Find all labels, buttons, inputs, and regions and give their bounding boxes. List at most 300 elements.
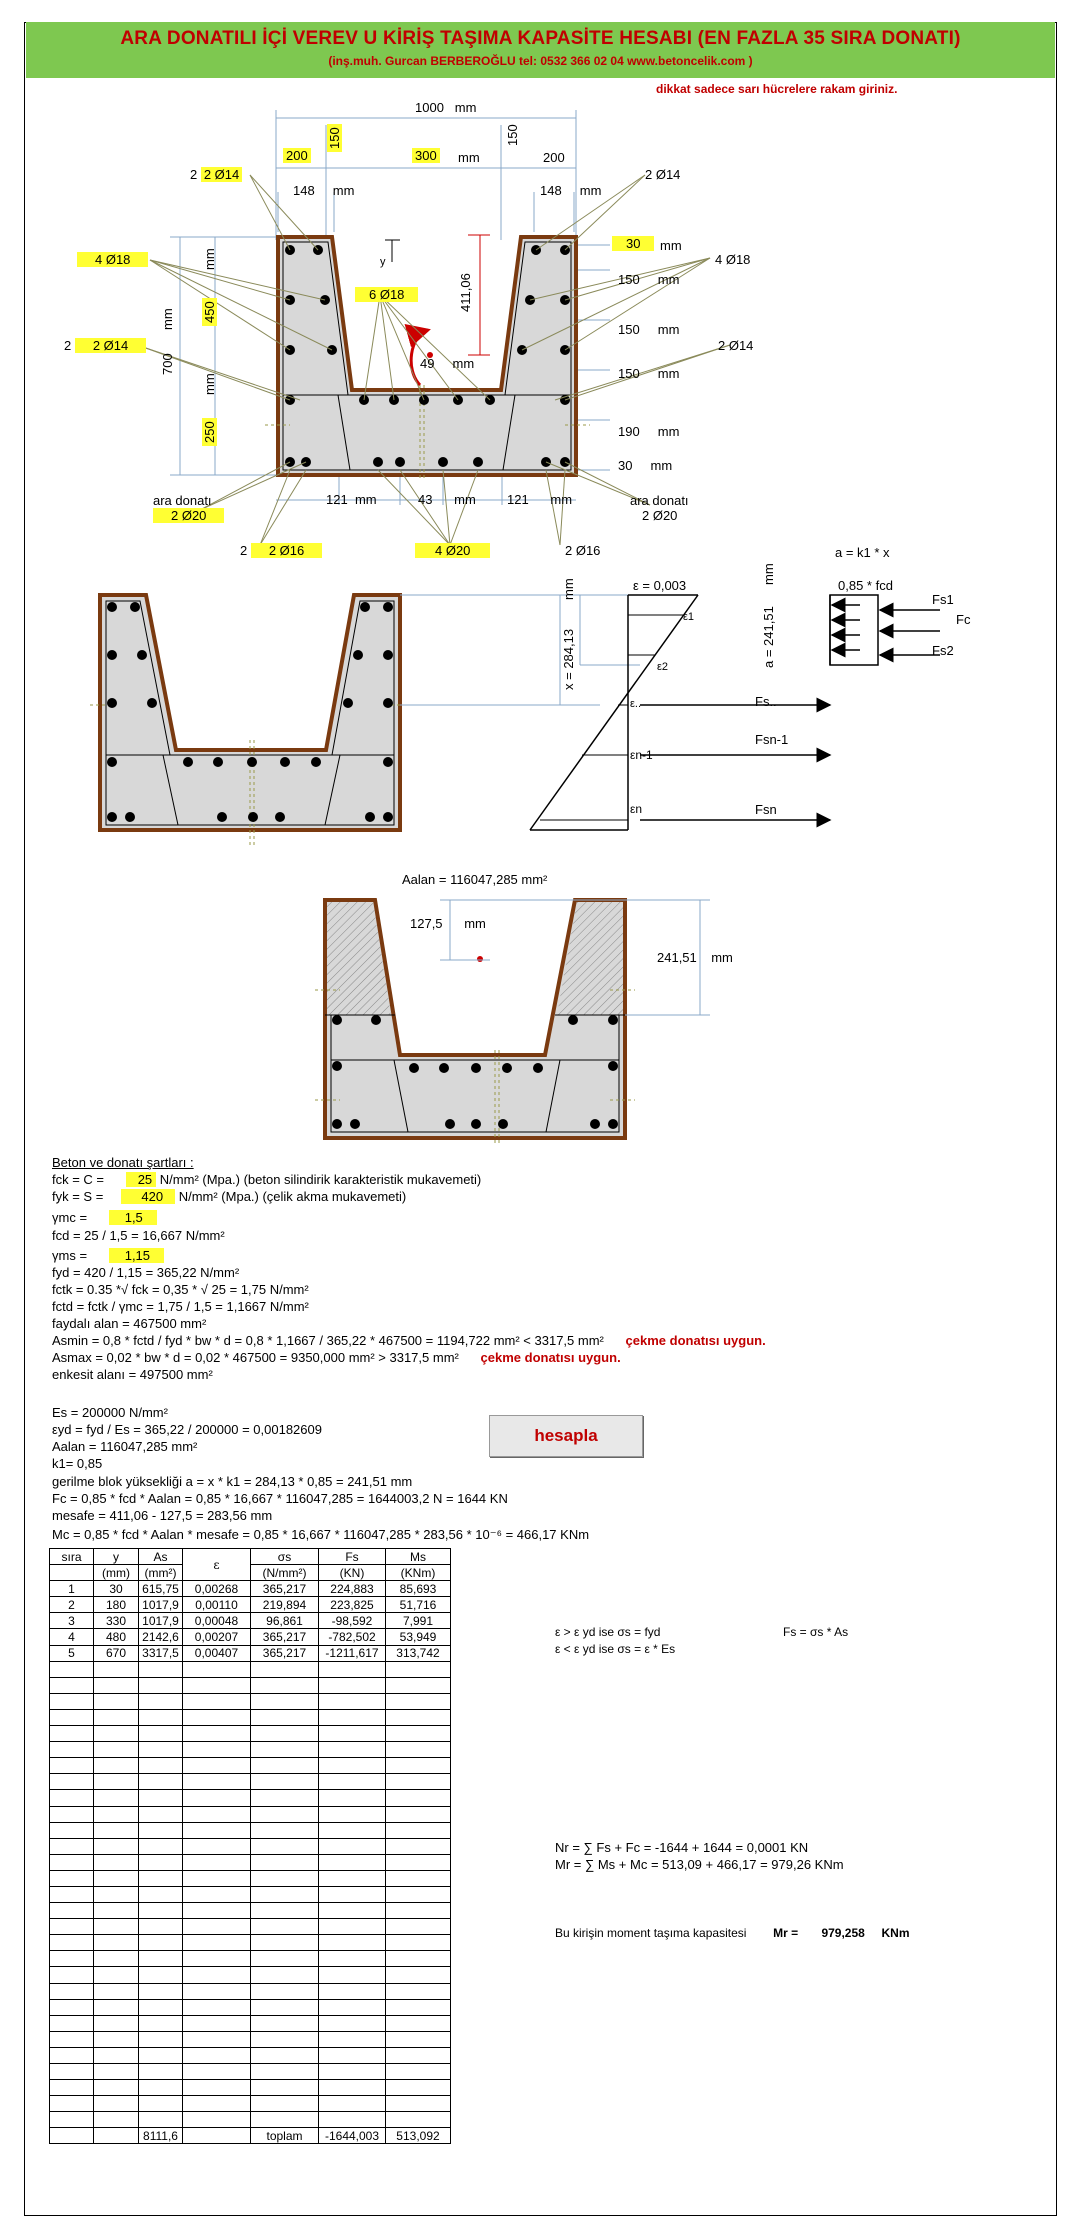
table-cell (183, 1854, 251, 1870)
table-cell (251, 1709, 319, 1725)
table-cell (386, 1693, 451, 1709)
eps-1: ε1 (683, 611, 695, 623)
dim-h700-mm: mm (160, 308, 175, 330)
fctd-line: fctd = fctk / γmc = 1,75 / 1,5 = 1,1667 N/mm² (52, 1299, 309, 1314)
eps-dot: ε.. (630, 698, 642, 710)
table-cell (94, 1709, 139, 1725)
table-row (50, 1951, 451, 1967)
table-cell (386, 2080, 451, 2096)
table-cell (139, 1935, 183, 1951)
bar-label-bottom-mid[interactable]: 4 Ø20 (415, 543, 490, 558)
rule-yield: ε > ε yd ise σs = fyd (555, 1625, 661, 1639)
gms-line: γms = 1,15 (52, 1248, 164, 1263)
nr-line: Nr = ∑ Fs + Fc = -1644 + 1644 = 0,0001 KN (555, 1840, 809, 1855)
table-row (50, 2096, 451, 2112)
table-cell (319, 1758, 386, 1774)
dim-411: 411,06 (458, 273, 473, 312)
table-cell (386, 2015, 451, 2031)
table-cell: As (139, 1549, 183, 1565)
table-cell (319, 1726, 386, 1742)
table-cell (386, 1758, 451, 1774)
table-cell (386, 1822, 451, 1838)
ara-donati-right-bar: 2 Ø20 (642, 508, 678, 523)
table-row (50, 1838, 451, 1854)
table-cell (319, 1709, 386, 1725)
table-cell (251, 2031, 319, 2047)
fsn1-label: Fsn-1 (755, 732, 789, 747)
bar-label-bottom-right: 2 Ø16 (565, 543, 601, 558)
table-cell (50, 1919, 94, 1935)
table-cell: toplam (251, 2128, 319, 2144)
table-cell (251, 1951, 319, 1967)
table-row (50, 2080, 451, 2096)
table-cell (386, 1854, 451, 1870)
k1-line: k1= 0,85 (52, 1456, 103, 1471)
table-cell (50, 1677, 94, 1693)
table-cell: 0,00407 (183, 1645, 251, 1661)
table-cell (251, 1999, 319, 2015)
table-cell (139, 1999, 183, 2015)
table-cell (183, 2047, 251, 2063)
table-cell: (mm²) (139, 1565, 183, 1581)
table-cell (251, 1903, 319, 1919)
fck-line: fck = C = 25 N/mm² (Mpa.) (beton silindirik karakteristik mukavemeti) (52, 1172, 482, 1187)
table-cell (94, 2064, 139, 2080)
warning-note: dikkat sadece sarı hücrelere rakam giriniz. (656, 82, 898, 96)
table-cell (183, 2031, 251, 2047)
table-cell (50, 1774, 94, 1790)
rule-fs: Fs = σs * As (783, 1625, 849, 1639)
dim-mm-mid: mm (458, 150, 480, 165)
table-cell (386, 1774, 451, 1790)
table-cell (319, 2080, 386, 2096)
table-cell (183, 2128, 251, 2144)
table-row (50, 1645, 451, 1661)
table-cell (319, 1886, 386, 1902)
table-cell (50, 2080, 94, 2096)
table-cell (183, 1999, 251, 2015)
table-cell: 1017,9 (139, 1597, 183, 1613)
table-row (50, 2031, 451, 2047)
table-cell (319, 2064, 386, 2080)
table-cell (183, 1886, 251, 1902)
table-cell (386, 1661, 451, 1677)
bar-label-top-right: 2 Ø14 (645, 167, 681, 182)
table-row (50, 1709, 451, 1725)
dim-s150c: 150 mm (618, 366, 680, 381)
table-cell (183, 2112, 251, 2128)
table-cell (251, 1693, 319, 1709)
table-cell (139, 1951, 183, 1967)
table-cell: 224,883 (319, 1581, 386, 1597)
table-cell (50, 1726, 94, 1742)
dim-v150-left[interactable]: 150 (327, 124, 342, 152)
gms-input[interactable]: 1,15 (109, 1248, 164, 1263)
table-cell (386, 1919, 451, 1935)
table-cell (183, 1983, 251, 1999)
table-cell: Ms (386, 1549, 451, 1565)
compression-diagram (0, 860, 1076, 1150)
table-header-row (50, 1549, 451, 1565)
table-cell (251, 1854, 319, 1870)
table-cell (319, 1693, 386, 1709)
table-cell (94, 2080, 139, 2096)
dim-121b: 121 mm (507, 492, 573, 507)
table-cell (251, 1806, 319, 1822)
axis-y: y (380, 256, 386, 268)
table-cell: 96,861 (251, 1613, 319, 1629)
table-cell (94, 1919, 139, 1935)
dim-cover30-mm: mm (660, 238, 682, 253)
table-cell (139, 1677, 183, 1693)
table-cell (386, 1903, 451, 1919)
table-cell (139, 1967, 183, 1983)
table-cell: 85,693 (386, 1581, 451, 1597)
dim-s150b: 150 mm (618, 322, 680, 337)
table-cell (251, 1661, 319, 1677)
table-cell (251, 2096, 319, 2112)
table-cell (183, 1790, 251, 1806)
bar-label-top-left: 2 2 Ø14 (190, 167, 242, 182)
table-cell: 365,217 (251, 1581, 319, 1597)
table-cell (251, 1838, 319, 1854)
table-cell (50, 1870, 94, 1886)
table-cell (139, 2031, 183, 2047)
bar-label-right-14: 2 Ø14 (718, 338, 754, 353)
table-cell (94, 1999, 139, 2015)
table-cell (50, 1854, 94, 1870)
table-cell (94, 1935, 139, 1951)
table-cell: 615,75 (139, 1581, 183, 1597)
table-cell (139, 2096, 183, 2112)
fck-input[interactable]: 25 (126, 1172, 156, 1187)
table-cell (251, 1677, 319, 1693)
table-cell (251, 1886, 319, 1902)
table-cell (319, 1677, 386, 1693)
table-row (50, 2015, 451, 2031)
table-cell (50, 1886, 94, 1902)
table-cell (251, 1742, 319, 1758)
table-row (50, 1822, 451, 1838)
table-cell: 0,00110 (183, 1597, 251, 1613)
table-cell (319, 2015, 386, 2031)
table-cell (139, 1693, 183, 1709)
table-cell (183, 2064, 251, 2080)
table-cell (251, 2015, 319, 2031)
table-cell (386, 1886, 451, 1902)
table-cell (251, 1774, 319, 1790)
table-cell (251, 1983, 319, 1999)
table-cell: sıra (50, 1549, 94, 1565)
table-row (50, 1903, 451, 1919)
table-cell (94, 2112, 139, 2128)
dim-inner148-right: 148 mm (540, 183, 602, 198)
table-cell (386, 1951, 451, 1967)
dim-h450-mm: mm (202, 248, 217, 270)
table-cell (50, 1935, 94, 1951)
table-row (50, 1613, 451, 1629)
table-cell (50, 1758, 94, 1774)
table-cell: ε (183, 1549, 251, 1581)
dim-top-right: 200 (543, 150, 565, 165)
table-row (50, 2112, 451, 2128)
dim-inner148-left: 148 mm (293, 183, 355, 198)
ara-donati-right: ara donatı (630, 493, 689, 508)
table-cell (50, 1822, 94, 1838)
table-cell (94, 1758, 139, 1774)
table-cell: Fs (319, 1549, 386, 1565)
table-cell (319, 1919, 386, 1935)
table-cell (50, 1709, 94, 1725)
table-cell: 53,949 (386, 1629, 451, 1645)
table-cell (94, 2047, 139, 2063)
table-cell (183, 1677, 251, 1693)
table-total-row (50, 2128, 451, 2144)
page-title: ARA DONATILI İÇİ VEREV U KİRİŞ TAŞIMA KAPASİTE HESABI (EN FAZLA 35 SIRA DONATI) (120, 28, 961, 49)
fyd-line: fyd = 420 / 1,15 = 365,22 N/mm² (52, 1265, 240, 1280)
table-cell (183, 1951, 251, 1967)
mc-line: Mc = 0,85 * fcd * Aalan * mesafe = 0,85 * 16,667 * 116047,285 * 283,56 * 10⁻⁶ = 466,17 KNm (52, 1527, 590, 1542)
asmin-line: Asmin = 0,8 * fctd / fyd * bw * d = 0,8 * 1,1667 / 365,22 * 467500 = 1194,722 mm² < 3317,5 mm² çekme donatısı uygun. (52, 1333, 766, 1348)
table-cell (183, 1935, 251, 1951)
table-cell (386, 1870, 451, 1886)
table-row (50, 2047, 451, 2063)
table-cell (50, 1967, 94, 1983)
table-cell (183, 1726, 251, 1742)
table-row (50, 2064, 451, 2080)
table-cell (139, 1726, 183, 1742)
table-unit-row (50, 1565, 451, 1581)
dim-top-left[interactable]: 200 (283, 148, 311, 163)
table-cell (386, 2047, 451, 2063)
table-row (50, 1790, 451, 1806)
table-cell (139, 1790, 183, 1806)
table-cell (251, 2112, 319, 2128)
table-cell (386, 1838, 451, 1854)
table-cell: 365,217 (251, 1645, 319, 1661)
table-cell (251, 1935, 319, 1951)
table-cell (50, 2047, 94, 2063)
table-cell (183, 1822, 251, 1838)
table-cell (139, 1806, 183, 1822)
table-cell: -782,502 (319, 1629, 386, 1645)
gmc-input[interactable]: 1,5 (109, 1210, 157, 1225)
table-cell (94, 1774, 139, 1790)
table-cell (319, 1870, 386, 1886)
table-cell (94, 1838, 139, 1854)
table-cell: 0,00048 (183, 1613, 251, 1629)
table-cell (94, 1983, 139, 1999)
fyk-line: fyk = S = 420 N/mm² (Mpa.) (çelik akma mukavemeti) (52, 1189, 407, 1204)
table-cell (251, 1758, 319, 1774)
bar-label-bottom-left: 2 2 Ø16 (240, 543, 322, 558)
table-cell (251, 1870, 319, 1886)
bar-label-mid-18[interactable]: 6 Ø18 (355, 287, 418, 302)
table-cell (251, 2047, 319, 2063)
table-row (50, 1967, 451, 1983)
table-cell: 3 (50, 1613, 94, 1629)
a-mm: mm (761, 563, 776, 585)
table-cell (386, 1709, 451, 1725)
table-cell (183, 1742, 251, 1758)
table-row (50, 1581, 451, 1597)
eps-n: εn (630, 802, 643, 816)
table-cell (386, 1806, 451, 1822)
table-cell (183, 1967, 251, 1983)
table-cell: 223,825 (319, 1597, 386, 1613)
table-cell (183, 1709, 251, 1725)
ara-donati-left-bar[interactable]: 2 Ø20 (153, 508, 224, 523)
table-row (50, 1870, 451, 1886)
table-cell (319, 1838, 386, 1854)
table-row (50, 1693, 451, 1709)
table-cell (386, 2096, 451, 2112)
table-cell (183, 1838, 251, 1854)
table-cell (319, 1951, 386, 1967)
faydali-line: faydalı alan = 467500 mm² (52, 1316, 207, 1331)
table-cell (94, 1693, 139, 1709)
table-cell (139, 2112, 183, 2128)
bar-label-left-14: 2 2 Ø14 (64, 338, 146, 353)
eyd-line: εyd = fyd / Es = 365,22 / 200000 = 0,00182609 (52, 1422, 322, 1437)
table-cell (139, 1903, 183, 1919)
table-cell (386, 1677, 451, 1693)
dim-top-mid[interactable]: 300 (412, 148, 440, 163)
table-cell (139, 2080, 183, 2096)
table-cell (50, 1661, 94, 1677)
table-row (50, 1999, 451, 2015)
table-cell (50, 1951, 94, 1967)
table-cell (50, 1565, 94, 1581)
table-cell (139, 1838, 183, 1854)
es-line: Es = 200000 N/mm² (52, 1405, 168, 1420)
dim-h700: 700 (160, 353, 175, 375)
table-cell (319, 2047, 386, 2063)
table-cell (319, 1854, 386, 1870)
fc-label: Fc (956, 612, 971, 627)
table-cell (319, 1983, 386, 1999)
table-cell (94, 1870, 139, 1886)
dim-h250[interactable]: 250 (202, 418, 217, 446)
table-cell (251, 1967, 319, 1983)
table-cell: 670 (94, 1645, 139, 1661)
table-cell (139, 2047, 183, 2063)
dim-cover30[interactable]: 30 (612, 236, 654, 251)
table-cell: 513,092 (386, 2128, 451, 2144)
fyk-input[interactable]: 420 (121, 1189, 175, 1204)
table-cell (183, 2080, 251, 2096)
table-cell (183, 1919, 251, 1935)
table-cell (386, 2064, 451, 2080)
table-cell (251, 1790, 319, 1806)
table-cell (386, 1726, 451, 1742)
table-cell (50, 2096, 94, 2112)
table-cell (183, 2096, 251, 2112)
table-cell (94, 1903, 139, 1919)
fcd-label: 0,85 * fcd (838, 578, 893, 593)
table-cell (94, 2015, 139, 2031)
table-cell: 5 (50, 1645, 94, 1661)
table-cell: 330 (94, 1613, 139, 1629)
table-cell (139, 1886, 183, 1902)
table-cell (94, 1886, 139, 1902)
table-cell (319, 1999, 386, 2015)
table-cell (139, 1774, 183, 1790)
table-cell (139, 2064, 183, 2080)
table-cell (139, 2015, 183, 2031)
enkesit-line: enkesit alanı = 497500 mm² (52, 1367, 213, 1382)
bar-label-left-18[interactable]: 4 Ø18 (77, 252, 148, 267)
a-value: a = 241,51 (761, 606, 776, 668)
table-cell: 1017,9 (139, 1613, 183, 1629)
eps-n1: εn-1 (630, 748, 653, 762)
table-cell (50, 1742, 94, 1758)
table-cell: 2 (50, 1597, 94, 1613)
dim-total-width: 1000 mm (415, 100, 477, 115)
table-cell (183, 1870, 251, 1886)
rule-elastic: ε < ε yd ise σs = ε * Es (555, 1642, 676, 1656)
dim-24151: 241,51 mm (657, 950, 733, 965)
table-cell: 30 (94, 1581, 139, 1597)
table-cell: 313,742 (386, 1645, 451, 1661)
table-cell (386, 2031, 451, 2047)
table-cell (139, 1661, 183, 1677)
table-row (50, 1886, 451, 1902)
a-formula: a = k1 * x (835, 545, 890, 560)
table-cell (139, 1870, 183, 1886)
capacity-line: Bu kirişin moment taşıma kapasitesi Mr = 979,258 KNm (555, 1926, 910, 1940)
hesapla-button[interactable]: hesapla (489, 1415, 643, 1457)
table-cell (183, 1758, 251, 1774)
mesafe-line: mesafe = 411,06 - 127,5 = 283,56 mm (52, 1508, 273, 1523)
table-cell (386, 2112, 451, 2128)
table-cell (319, 2112, 386, 2128)
table-cell (139, 1742, 183, 1758)
table-cell (386, 1967, 451, 1983)
x-mm: mm (561, 578, 576, 600)
fcd-line: fcd = 25 / 1,5 = 16,667 N/mm² (52, 1228, 225, 1243)
table-cell (94, 1726, 139, 1742)
table-cell (94, 1854, 139, 1870)
eps-2: ε2 (657, 661, 669, 673)
table-cell (94, 1742, 139, 1758)
table-cell (139, 1854, 183, 1870)
table-row (50, 1919, 451, 1935)
table-cell (139, 1822, 183, 1838)
table-cell (139, 1758, 183, 1774)
table-cell (94, 2031, 139, 2047)
strain-diagram (0, 555, 1076, 845)
table-cell (386, 1935, 451, 1951)
table-cell (50, 2015, 94, 2031)
table-cell (183, 1661, 251, 1677)
table-row (50, 1854, 451, 1870)
table-cell (183, 2015, 251, 2031)
fctk-line: fctk = 0.35 *√ fck = 0,35 * √ 25 = 1,75 N/mm² (52, 1282, 309, 1297)
table-cell (386, 1999, 451, 2015)
table-cell: 0,00207 (183, 1629, 251, 1645)
table-cell (183, 1774, 251, 1790)
dim-s190: 190 mm (618, 424, 680, 439)
dim-43: 43 mm (418, 492, 476, 507)
table-cell (94, 1790, 139, 1806)
table-cell: (N/mm²) (251, 1565, 319, 1581)
table-cell: 51,716 (386, 1597, 451, 1613)
table-row (50, 1806, 451, 1822)
table-cell (50, 1838, 94, 1854)
table-cell (50, 2128, 94, 2144)
dim-h450[interactable]: 450 (202, 298, 217, 326)
